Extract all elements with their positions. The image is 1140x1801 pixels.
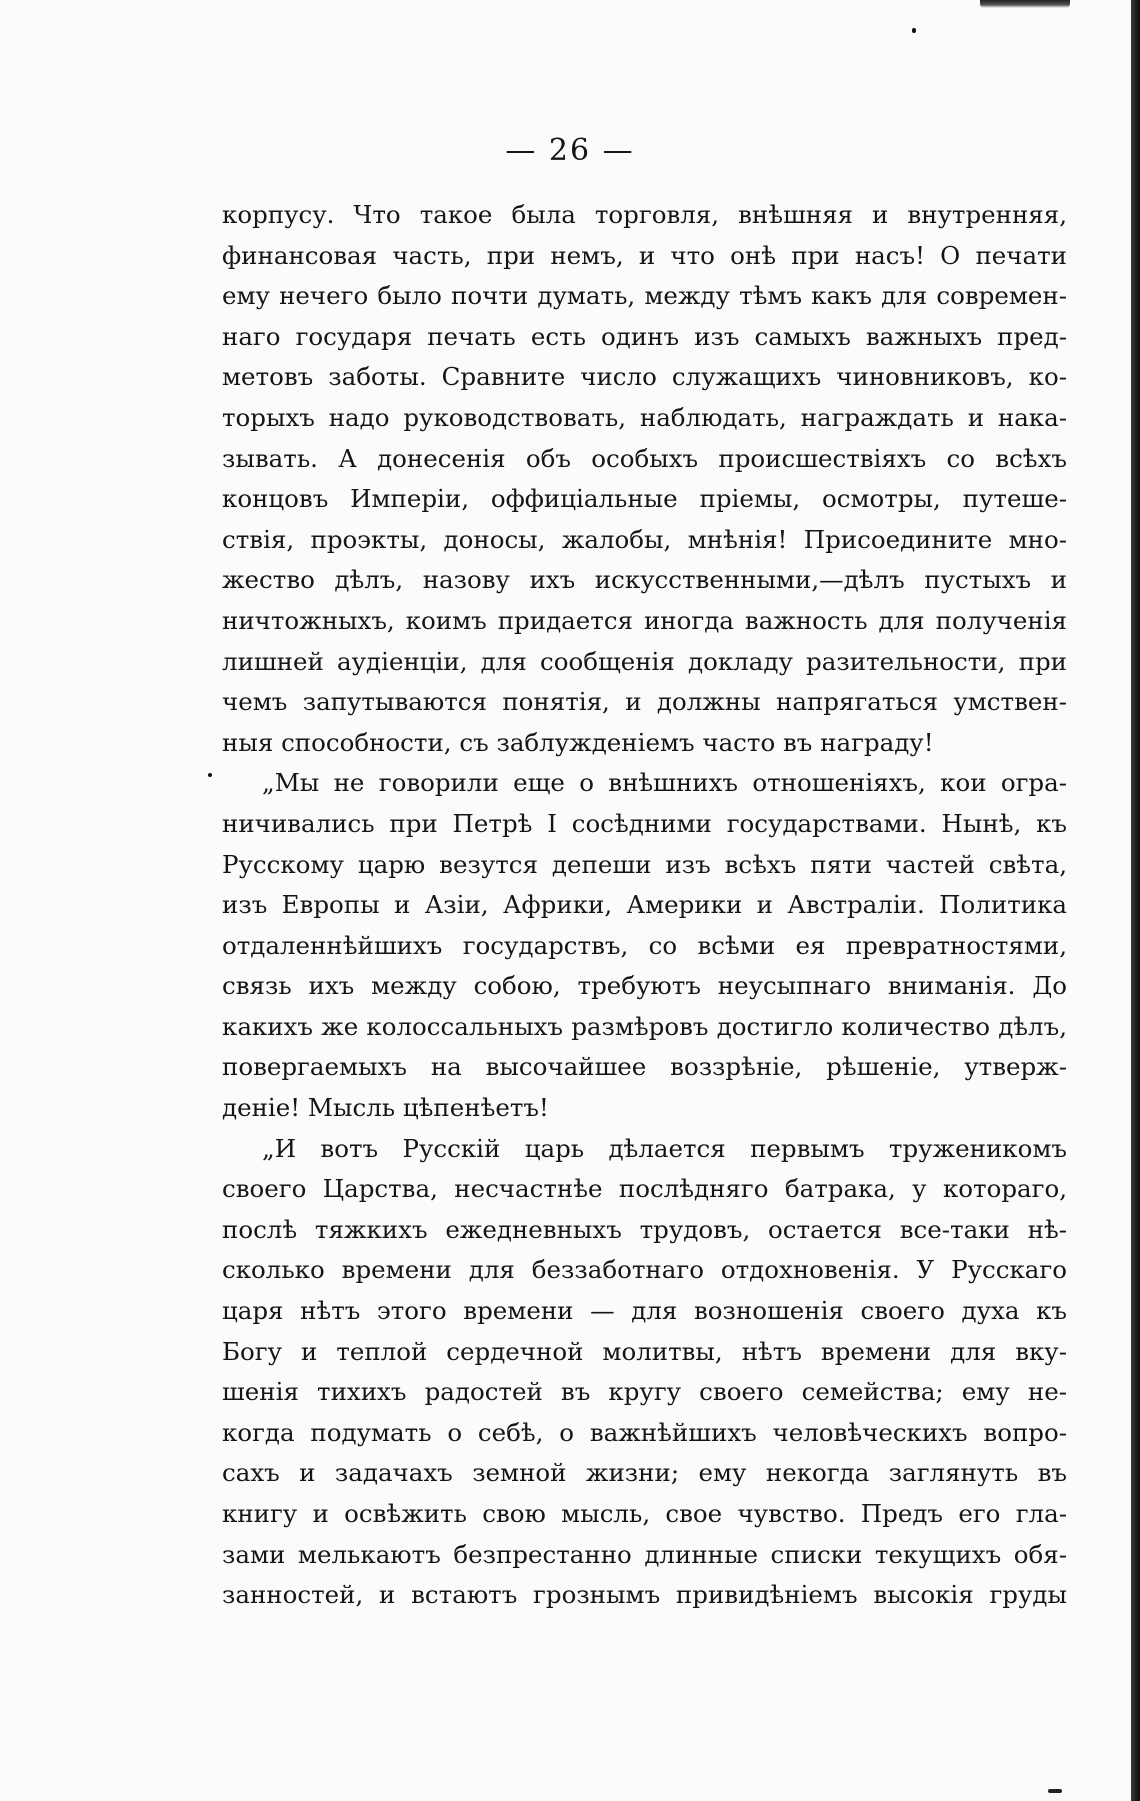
text-line: чемъ запутываются понятія, и должны напрягаться умствен- [222, 687, 1067, 717]
scan-edge-mark [980, 0, 1070, 8]
text-line: связь ихъ между собою, требуютъ неусыпнаго вниманія. До [222, 971, 1067, 1001]
text-line: корпусу. Что такое была торговля, внѣшняя и внутренняя, [222, 200, 1067, 229]
text-line: лишней аудіенціи, для сообщенія докладу разительности, при [222, 646, 1067, 676]
text-line: наго государя печать есть одинъ изъ самыхъ важныхъ пред- [222, 321, 1067, 351]
text-line: деніе! Мысль цѣпенѣетъ! [222, 1093, 549, 1123]
text-line: занностей, и встаютъ грознымъ привидѣніемъ высокія груды [222, 1580, 1067, 1610]
text-line: сахъ и задачахъ земной жизни; ему некогда заглянуть въ [222, 1458, 1067, 1488]
text-line: „Мы не говорили еще о внѣшнихъ отношеніяхъ, кои огра- [262, 768, 1067, 798]
paragraph [222, 763, 1067, 1128]
text-line: послѣ тяжкихъ ежедневныхъ трудовъ, остается все-таки нѣ- [222, 1214, 1067, 1244]
text-line: когда подумать о себѣ, о важнѣйшихъ человѣческихъ вопро- [222, 1417, 1067, 1447]
text-line: Русскому царю везутся депеши изъ всѣхъ пяти частей свѣта, [222, 849, 1067, 879]
text-line: ныя способности, съ заблужденіемъ часто въ награду! [222, 727, 934, 757]
text-line: царя нѣтъ этого времени — для возношенія своего духа къ [222, 1296, 1067, 1326]
body-text [222, 195, 1067, 1616]
text-line: изъ Европы и Азіи, Африки, Америки и Австраліи. Политика [222, 890, 1067, 920]
text-line: зывать. А донесенія объ особыхъ происшествіяхъ со всѣхъ [222, 443, 1067, 473]
text-line: шенія тихихъ радостей въ кругу своего семейства; ему не- [222, 1377, 1067, 1407]
text-line: отдаленнѣйшихъ государствъ, со всѣми ея превратностями, [222, 930, 1067, 960]
page-number: — 26 — [505, 133, 635, 168]
text-line: финансовая часть, при немъ, и что онѣ при насъ! О печати [222, 240, 1067, 270]
text-line: концовъ Имперіи, оффиціальные пріемы, осмотры, путеше- [222, 484, 1067, 514]
text-line: „И вотъ Русскій царь дѣлается первымъ труженикомъ [262, 1133, 1067, 1163]
text-line: книгу и освѣжить свою мысль, свое чувство. Предъ его гла- [222, 1499, 1067, 1528]
text-line: ему нечего было почти думать, между тѣмъ какъ для современ- [222, 281, 1067, 311]
text-line: ничтожныхъ, коимъ придается иногда важность для полученія [222, 605, 1067, 635]
paragraph [222, 195, 1067, 763]
text-line: торыхъ надо руководствовать, наблюдать, награждать и нака- [222, 402, 1067, 432]
text-line: метовъ заботы. Сравните число служащихъ чиновниковъ, ко- [222, 362, 1067, 392]
text-line: Богу и теплой сердечной молитвы, нѣтъ времени для вку- [222, 1336, 1067, 1366]
scan-speck [1048, 1789, 1062, 1793]
text-line: повергаемыхъ на высочайшее воззрѣніе, рѣшеніе, утверж- [222, 1052, 1067, 1082]
text-line: сколько времени для беззаботнаго отдохновенія. У Русскаго [222, 1255, 1067, 1285]
paragraph [222, 1129, 1067, 1616]
text-line: жество дѣлъ, назову ихъ искусственными,—дѣлъ пустыхъ и [222, 565, 1067, 595]
text-line: ствія, проэкты, доносы, жалобы, мнѣнія! Присоедините мно- [222, 524, 1067, 554]
margin-dot [208, 773, 212, 777]
text-line: своего Царства, несчастнѣе послѣдняго батрака, у котораго, [222, 1174, 1067, 1204]
text-line: какихъ же колоссальныхъ размѣровъ достигло количество дѣлъ, [222, 1011, 1067, 1041]
scan-edge-shadow [1131, 0, 1140, 1801]
text-line: зами мелькаютъ безпрестанно длинные списки текущихъ обя- [222, 1539, 1067, 1569]
text-line: ничивались при Петрѣ I сосѣдними государствами. Нынѣ, къ [222, 808, 1067, 838]
scan-speck [912, 28, 916, 33]
